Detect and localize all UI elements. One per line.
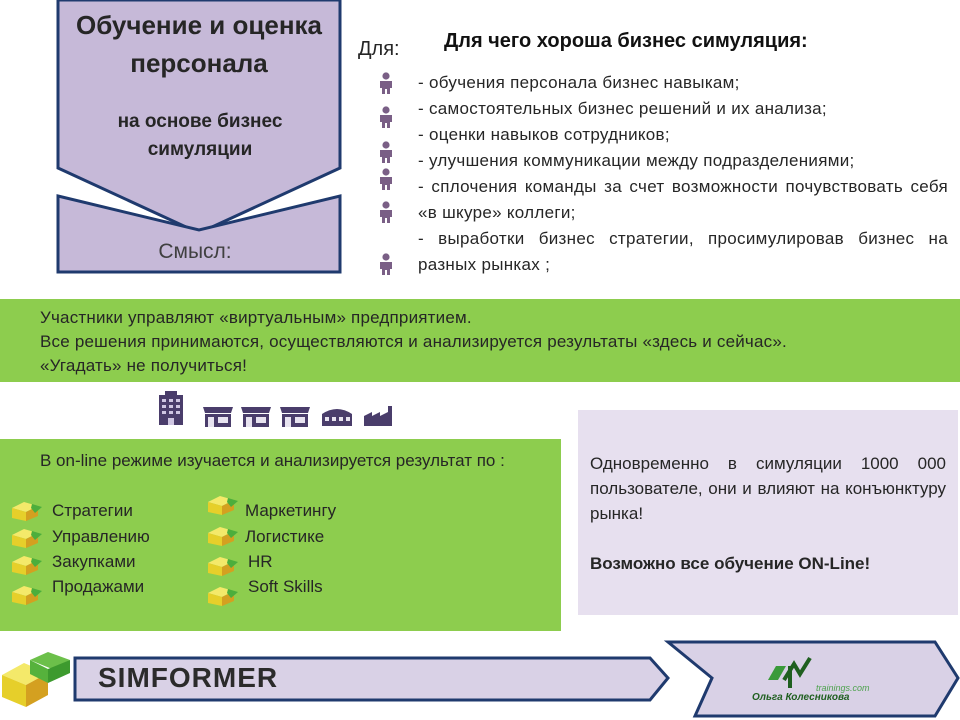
participants-line: Все решения принимаются, осуществляются и анализируется результаты «здесь и сейчас». [40, 332, 787, 351]
for-label: Для: [358, 38, 400, 60]
warehouse-icon [320, 406, 354, 426]
online-learning-text: Возможно все обучение ON-Line! [590, 554, 871, 573]
subject-item: Маркетингу [245, 501, 337, 520]
cube-icon [206, 585, 240, 607]
cube-icon [206, 555, 240, 577]
subject-item: HR [248, 552, 273, 571]
list-item: - улучшения коммуникации между подразделениями; [418, 151, 855, 170]
shop-icon [202, 405, 234, 427]
cube-icon [10, 584, 44, 606]
list-item: - обучения персонала бизнес навыкам; [418, 73, 740, 92]
trainer-name: Ольга Колесникова [752, 692, 850, 703]
list-item: - оценки навыков сотрудников; [418, 125, 670, 144]
person-icon [377, 201, 395, 223]
cube-icon [206, 494, 240, 516]
list-item: - самостоятельных бизнес решений и их анализа; [418, 99, 827, 118]
cube-icon [206, 525, 240, 547]
subject-item: Логистике [245, 527, 325, 546]
meaning-label: Смысл: [158, 240, 232, 263]
person-icon [377, 72, 395, 94]
trainer-site: trainings.com [816, 683, 870, 693]
participants-line: Участники управляют «виртуальным» предприятием. [40, 308, 472, 327]
brand-name: SIMFORMER [98, 662, 279, 693]
page-title: Обучение и оценка персонала [75, 10, 323, 78]
subject-item: Управлению [52, 527, 150, 546]
person-icon [377, 168, 395, 190]
subject-item: Продажами [52, 577, 145, 596]
cube-icon [10, 527, 44, 549]
subject-item: Soft Skills [248, 577, 323, 596]
person-icon [377, 106, 395, 128]
shop-icon [279, 405, 311, 427]
office-building-icon [156, 391, 186, 425]
person-icon [377, 253, 395, 275]
cube-icon [10, 554, 44, 576]
benefits-heading: Для чего хороша бизнес симуляция: [444, 30, 808, 52]
list-item: - выработки бизнес стратегии, просимулировав бизнес на разных рынках ; [418, 229, 948, 274]
simformer-logo [2, 652, 70, 707]
page-subtitle: на основе бизнес симуляции [117, 111, 283, 160]
participants-text [40, 306, 920, 378]
concurrency-text: Одновременно в симуляции 1000 000 пользователе, они и влияют на конъюнктуру рынка! [590, 454, 946, 523]
person-icon [377, 141, 395, 163]
subject-item: Закупками [52, 552, 136, 571]
online-heading: В on-line режиме изучается и анализируется результат по : [40, 451, 505, 470]
cube-icon [10, 500, 44, 522]
participants-line: «Угадать» не получиться! [40, 356, 248, 375]
shop-icon [240, 405, 272, 427]
subject-item: Стратегии [52, 501, 133, 520]
benefits-list [418, 70, 948, 278]
factory-icon [362, 404, 396, 426]
list-item: - сплочения команды за счет возможности почувствовать себя «в шкуре» коллеги; [418, 177, 948, 222]
